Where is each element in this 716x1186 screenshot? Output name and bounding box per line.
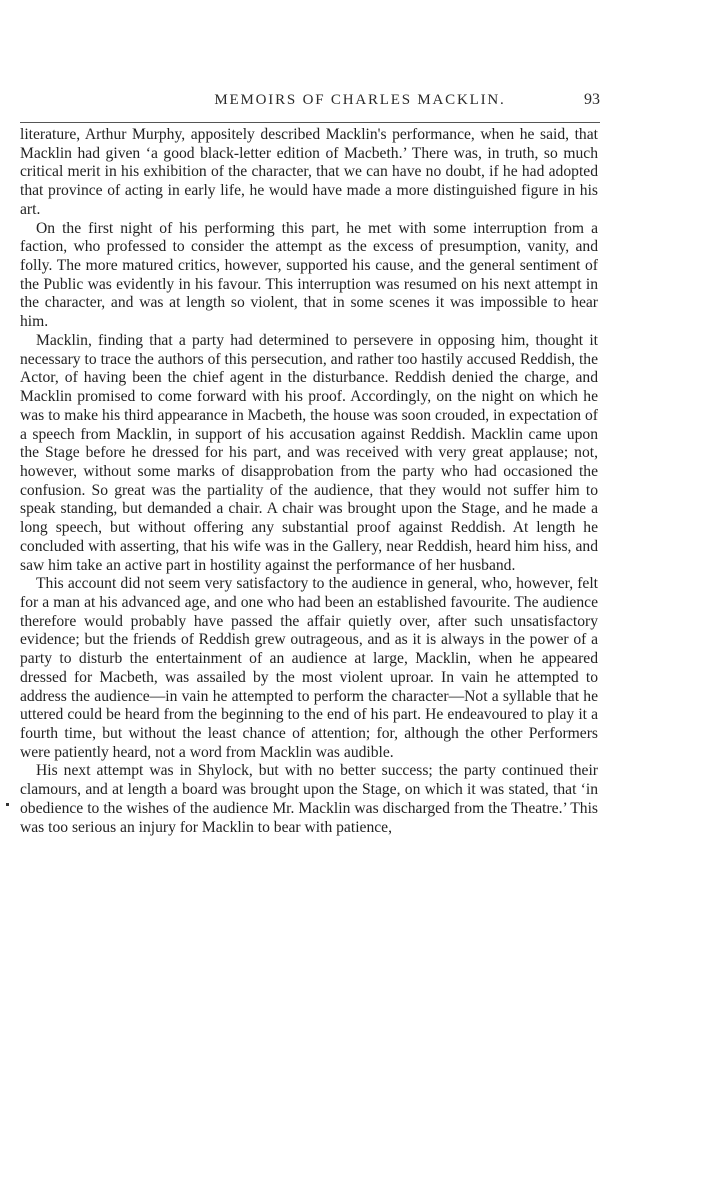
- page-number: 93: [584, 91, 600, 108]
- margin-speck: [6, 803, 9, 806]
- header-rule: [20, 122, 600, 123]
- paragraph-first-night: On the first night of his performing this part, he met with some interruption from a faction, who professed to consider the attempt as the excess of presumption, vanity, and folly. The more matured critics, however, supported his cause, and the general sentiment of the Public was evidently in his favour. This interruption was resumed on his next attempt in the character, and was at length so violent, that in some scenes it was impossible to hear him.: [20, 219, 598, 331]
- paragraph-accusation: Macklin, finding that a party had determined to persevere in opposing him, thought it necessary to trace the authors of this persecution, and rather too hastily accused Reddish, the Actor, of having been the chief agent in the disturbance. Reddish denied the charge, and Macklin promised to come forward with his proof. Accordingly, on the night on which he was to make his third appearance in Macbeth, the house was soon crouded, in expectation of a speech from Macklin, in support of his accusation against Reddish. Macklin came upon the Stage before he dressed for his part, and was received with very great applause; not, however, without some marks of disapprobation from the party who had occasioned the confusion. So great was the partiality of the audience, that they would not suffer him to speak standing, but demanded a chair. A chair was brought upon the Stage, and he made a long speech, but without offering any substantial proof against Reddish. At length he concluded with asserting, that his wife was in the Gallery, near Reddish, heard him hiss, and saw him take an active part in hostility against the performance of her husband.: [20, 331, 598, 574]
- paragraph-shylock: His next attempt was in Shylock, but with no better success; the party continued their clamours, and at length a board was brought upon the Stage, on which it was stated, that ‘in obedience to the wishes of the audience Mr. Macklin was discharged from the Theatre.’ This was too serious an injury for Macklin to bear with patience,: [20, 762, 598, 836]
- body-text: [20, 126, 598, 837]
- paragraph-continued: literature, Arthur Murphy, appositely described Macklin's performance, when he said, that Macklin had given ‘a good black-letter edition of Macbeth.’ There was, in truth, so much critical merit in his exhibition of the character, that we can have no doubt, if he had adopted that province of acting in early life, he would have made a more distinguished figure in his art.: [20, 126, 598, 218]
- running-head: MEMOIRS OF CHARLES MACKLIN.: [214, 92, 506, 108]
- paragraph-audience: This account did not seem very satisfactory to the audience in general, who, however, felt for a man at his advanced age, and one who had been an established favourite. The audience therefore would probably have passed the affair quietly over, after such unsatisfactory evidence; but the friends of Reddish grew outrageous, and as it is always in the power of a party to disturb the entertainment of an audience at large, Macklin, when he appeared dressed for Macbeth, was assailed by the most violent uproar. In vain he attempted to address the audience—in vain he attempted to perform the character—Not a syllable that he uttered could be heard from the beginning to the end of his part. He endeavoured to play it a fourth time, but without the least chance of attention; for, although the other Performers were patiently heard, not a word from Macklin was audible.: [20, 575, 598, 761]
